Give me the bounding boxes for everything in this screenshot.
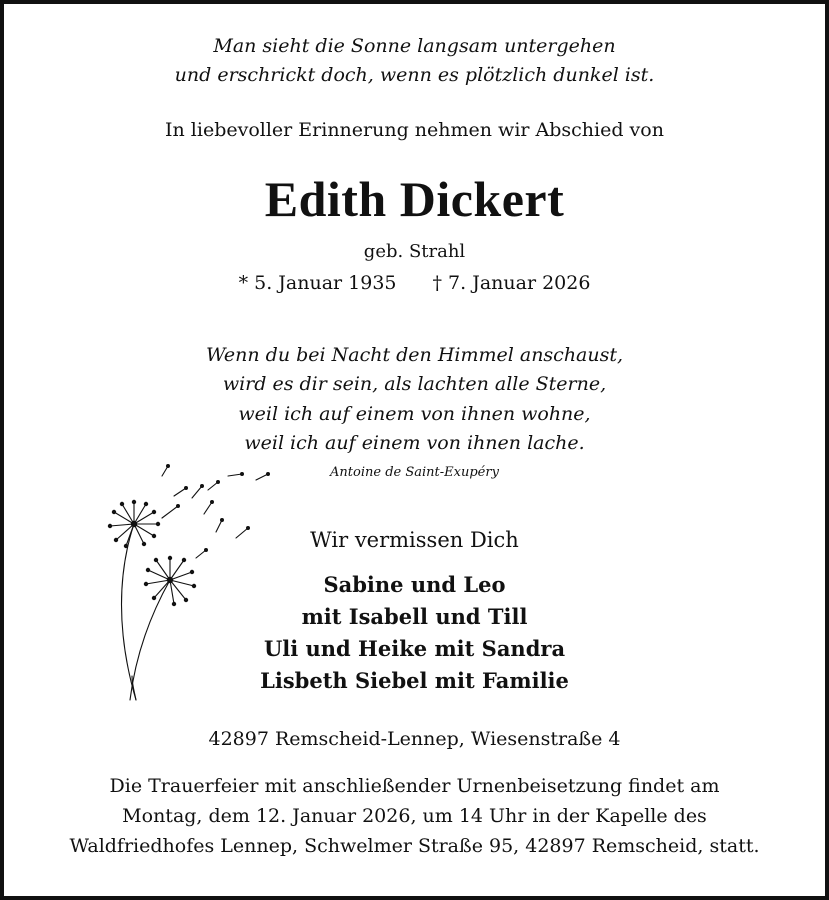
miss-line: Wir vermissen Dich (310, 528, 519, 552)
mourner-line-4: Lisbeth Siebel mit Familie (260, 668, 569, 693)
ceremony-line-3: Waldfriedhofes Lennep, Schwelmer Straße 95, 42897 Remscheid, statt. (69, 835, 760, 857)
address: 42897 Remscheid-Lennep, Wiesenstraße 4 (208, 728, 621, 750)
motto-line-1: Man sieht die Sonne langsam untergehen (213, 35, 616, 57)
deceased-name: Edith Dickert (264, 171, 565, 227)
death-date: † 7. Januar 2026 (432, 272, 591, 294)
motto-line-2: und erschrickt doch, wenn es plötzlich dunkel ist. (174, 64, 655, 86)
intro-text: In liebevoller Erinnerung nehmen wir Abschied von (165, 119, 664, 141)
mourner-line-2: mit Isabell und Till (301, 604, 528, 629)
birth-name: geb. Strahl (363, 241, 466, 262)
ceremony-line-2: Montag, dem 12. Januar 2026, um 14 Uhr in der Kapelle des (122, 805, 707, 827)
poem-line-4: weil ich auf einem von ihnen lache. (244, 432, 585, 454)
poem-author: Antoine de Saint-Exupéry (330, 465, 499, 480)
birth-date: * 5. Januar 1935 (238, 272, 397, 294)
poem-line-3: weil ich auf einem von ihnen wohne, (238, 403, 591, 425)
life-dates (0, 272, 829, 294)
poem-line-1: Wenn du bei Nacht den Himmel anschaust, (205, 344, 624, 366)
ceremony-line-1: Die Trauerfeier mit anschließender Urnenbeisetzung findet am (109, 775, 720, 797)
mourner-line-1: Sabine und Leo (323, 572, 506, 597)
poem-line-2: wird es dir sein, als lachten alle Sterne, (222, 373, 607, 395)
mourner-line-3: Uli und Heike mit Sandra (263, 636, 566, 661)
